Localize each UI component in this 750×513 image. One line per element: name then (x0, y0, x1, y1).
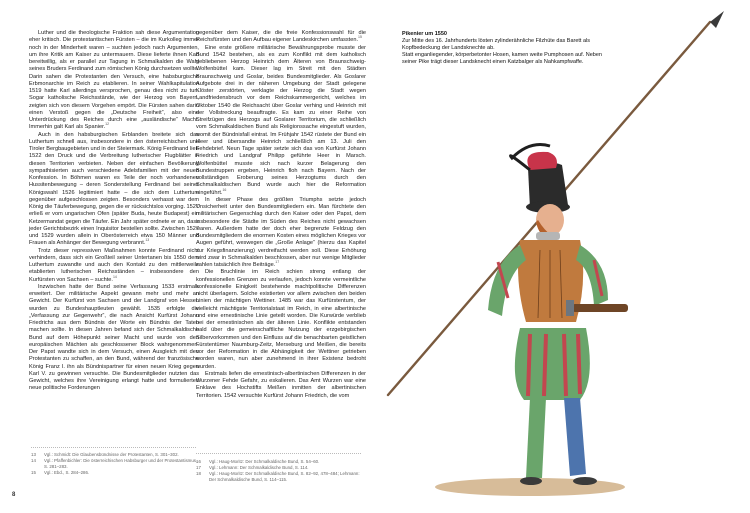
page-number: 8 (12, 492, 16, 498)
paragraph: Eine erste größere militärische Bewährungsprobe musste der Bund 1542 bestehen, als es zum Konflikt mit dem katholisch gebliebenen Herzog Heinrich dem Älteren von Braunschweig-Wolfenbüttel kam. Dieser lag im Streit mit den Städten Braunschweig und Goslar, beides Bundesmitglieder. Als Goslarer Aufgebote drei in der näheren Umgebung der Stadt gelegene Klöster zerstörten, verklagte der Herzog die Stadt wegen Landfriedensbruch vor dem Reichskammergericht, welches im Oktober 1540 die Reichsacht über Goslar verhing und Heinrich mit der Vollstreckung beauftragte. Es kam zu einer Reihe von Streifzügen des Herzogs auf Goslarer Territorium, die schließlich vom Schmalkaldischen Bund als Religionssache eingestuft wurden, womit der Bündnisfall eintrat. Im Frühjahr 1542 rüstete der Bund ein Heer und übersandte Heinrich schließlich am 13. Juli den Fehdebrief. Neun Tage später setzte sich das von Kurfürst Johann Friedrich und Landgraf Philipp geführte Heer in Marsch. Wolfenbüttel musste sich nach kurzer Belagerung den Bundestruppen ergeben, Heinrich floh nach Bayern. Nach der vollständigen Eroberung seines Herzogtums durch den Schmalkaldischen Bund wurde auch hier die Reformation eingeführt.$^{16}$ (196, 44, 366, 196)
footnotes-left (31, 452, 201, 476)
footnote-divider (196, 453, 361, 454)
right-stocking (564, 398, 586, 476)
pikeman-illustration (380, 0, 750, 513)
footnote: 14 Vgl.: Pfaffenbichler: Die österreichischen Habsburger und der Protestantismus, S. 281–283. (31, 458, 198, 469)
paragraph: Trotz dieser repressiven Maßnahmen konnte Ferdinand nicht verhindern, dass sich ein Großteil seiner Untertanen bis 1550 dem Luthertum zuwandte und auch den Kontakt zu den mittlerweile etablierten lutherischen Reichsständen – insbesondere den Kurfürsten von Sachsen – suchte.$^{14}$ (29, 247, 199, 283)
paragraph: gegenüber dem Kaiser, die die freie Konfessionswahl für die Reichsfürsten und den Aufbau eigener Landeskirchen umfassten.$^{15}$ (196, 30, 366, 44)
paragraph: Auch in den habsburgischen Erblanden breitete sich das Luthertum schnell aus, insbesondere in den österreichischen und Tiroler Bergbaugebieten und in der Steiermark. König Ferdinand ließ 1522 den Druck und die Verbreitung lutherischer Flugblätter in diesen Territorien verbieten. Neben der einfachen Bevölkerung sympathisierten auch verschiedene Adelsfamilien mit der neuen Konfession. In Böhmen waren es Teile der noch vorhandenen Hussitenbewegung – deren Sonderstellung Ferdinand bei seiner Königswahl 1526 legitimiert hatte – die sich dem Luthertum gegenüber aufgeschlossen zeigten. Besonders verhasst war dem König die Täuferbewegung, gegen die er rücksichtslos vorging. 1527 erließ er vom ungarischen Ofen (später Buda, heute Budapest) ein Ketzermandat gegen die Täufer. Ein Jahr später ordnete er an, dass jeder Gerichtsbezirk einen Inquisitor bestellen sollte. Zwischen 1527 und 1529 wurden allein in Oberösterreich etwa 150 Männer und Frauen als Anhänger der Bewegung verbrannt.$^{13}$ (29, 131, 199, 247)
footnote: 18 Vgl.: Haug-Moritz: Der Schmalkaldische Bund, S. 82–92, 478–484; Lehmann: Der Schmalkaldische Bund, S. 114–115. (196, 471, 360, 482)
footnotes-middle (196, 459, 366, 483)
paragraph: Inzwischen hatte der Bund seine Verfassung 1533 erstmals erweitert. Der militärische Aspekt gewann mehr und mehr an Gewicht. Der Kurfürst von Sachsen und der Landgraf von Hessen wurden zu Bundeshauptleuten gewählt. 1535 erfolgte die „Verfassung zur Gegenwehr“, die nach Ansicht Kurfürst Johann Friedrichs aus dem Bündnis der Worte ein Bündnis der Taten machen sollte. In diesen Jahren befand sich der Schmalkaldische Bund auf dem Höhepunkt seiner Macht und wurde von den europäischen Mächten als geschlossener Block wahrgenommen. Der Papst wandte sich in dem Versuch, einen Ausgleich mit den Protestanten zu schaffen, an den Bund, während der französische König Franz I. ihn als Bündnispartner für einen neuen Krieg gegen Karl V. zu gewinnen versuchte. Die Bundesmitglieder nutzten das Gewicht, welches ihre Vereinigung erlangt hatte und formulierten neue politische Forderungen (29, 283, 199, 392)
footnote: 13 Vgl.: Schmidt: Die Glaubensbündnisse der Protestanten, S. 301–302. (31, 452, 179, 457)
caption-line: Statt enganliegender, körperbetonter Hosen, kamen weite Pumphosen auf. Neben seiner Pike trägt dieser Landsknecht einen Katzbalger als Nahkampfwaffe. (402, 52, 602, 65)
paragraph: Luther und die theologische Fraktion sah diese Argumentation eher kritisch. Die protestantischen Fürsten – die im Kurkolleg immer noch in der Minderheit waren – suchten jedoch nach Argumenten, um ihre Kritik am Kaiser zu untermauern. Diese lieferte ihnen Karl bereitwillig, als er parallel zur Tagung in Schmalkalden die Wahl seines Bruders Ferdinand zum römischen König durchsetzen wollte. Darin sahen die Protestanten den Versuch, eine habsburgische Erbmonarchie im Reich zu etablieren. In seiner Wahlkapitulation 1519 hatte Karl allerdings versprochen, genau dies nicht zu tun. Sogar katholische Reichsstände, wie der Herzog von Bayern, zeigten sich von diesem Vorgehen empört. Die Fürsten sahen darin einen Verstoß gegen die „Deutsche Freiheit“, also eine Unterdrückung des Reiches durch eine „ausländische“ Macht. Immerhin galt Karl als Spanier.$^{12}$ (29, 30, 199, 131)
paragraph: In dieser Phase des größten Triumphs setzte jedoch Unsicherheit unter den Bundesmitgliedern ein. Man fürchtete den militärischen Gegenschlag durch den Kaiser oder den Papst, dem insbesondere die Städte im Süden des Reiches nicht gewachsen waren. Außerdem hatte der doch eher begrenzte Feldzug den Bundesmitgliedern die enormen Kosten eines möglichen Krieges vor Augen geführt, weswegen die „Große Anlage“ (hierzu das Kapitel zur Kriegsfinanzierung) verdreifacht werden soll. Diese Erhöhung wird zwar in Schmalkalden beschlossen, aber nur wenige Mitglieder zahlen tatsächlich ihre Beiträge.$^{17}$ (196, 196, 366, 268)
footnote-divider (31, 447, 196, 448)
left-shoe (520, 477, 542, 485)
text-column-left (29, 30, 199, 393)
pike-head-icon (710, 11, 724, 28)
left-stocking (526, 398, 546, 478)
caption-line: Zur Mitte des 16. Jahrhunderts lösten zylinderähnliche Filzhüte das Barett als Kopfbedeckung der Landsknechte ab. (402, 38, 591, 51)
paragraph: Die Bruchlinie im Reich schien streng entlang der konfessionellen Grenzen zu verlaufen, jedoch konnte vermeintliche konfessionelle Einigkeit bestehende machtpolitische Differenzen nicht überlagern. Solche existierten vor allem zwischen den beiden Linien der mächtigen Wettiner. 1485 war das Kurfürstentum, der vielleicht mächtigste Territorialstaat im Reich, in eine albertinische und eine ernestinische Linie geteilt worden. Die Kurwürde verblieb bei der ernestinischen als der älteren Linie. Konflikte entstanden bald über die gemeinschaftliche Nutzung der erzgebirgischen Silbervorkommen und den Einfluss auf die benachbarten geistlichen Fürstentümer Naumburg-Zeitz, Merseburg und Meißen, die bereits vor der Reformation in die Abhängigkeit der Wettiner getrieben worden waren, nun aber zunehmend in ihrer Existenz bedroht wurden. (196, 269, 366, 370)
footnote: 16 Vgl.: Haug-Moritz: Der Schmalkaldische Bund, S. 54–60. (196, 459, 320, 464)
text-column-middle (196, 30, 366, 400)
footnote: 17 Vgl.: Lehmann: Der Schmalkaldische Bund, S. 114. (196, 465, 309, 470)
paragraph: Erstmals liefen die ernestinisch-albertinischen Differenzen in der Wurzener Fehde Gefahr, zu eskalieren. Das Amt Wurzen war eine Enklave des Hochstifts Meißen inmitten der albertinischen Territorien. 1542 versuchte Kurfürst Johann Friedrich, die vom (196, 370, 366, 399)
katzbalger-sword (572, 304, 628, 312)
footnote: 15 Vgl.: Ebd., S. 284–286. (31, 470, 90, 475)
caption-title: Pikenier um 1550 (402, 31, 447, 37)
right-shoe (573, 477, 597, 485)
feather-red (527, 152, 557, 170)
